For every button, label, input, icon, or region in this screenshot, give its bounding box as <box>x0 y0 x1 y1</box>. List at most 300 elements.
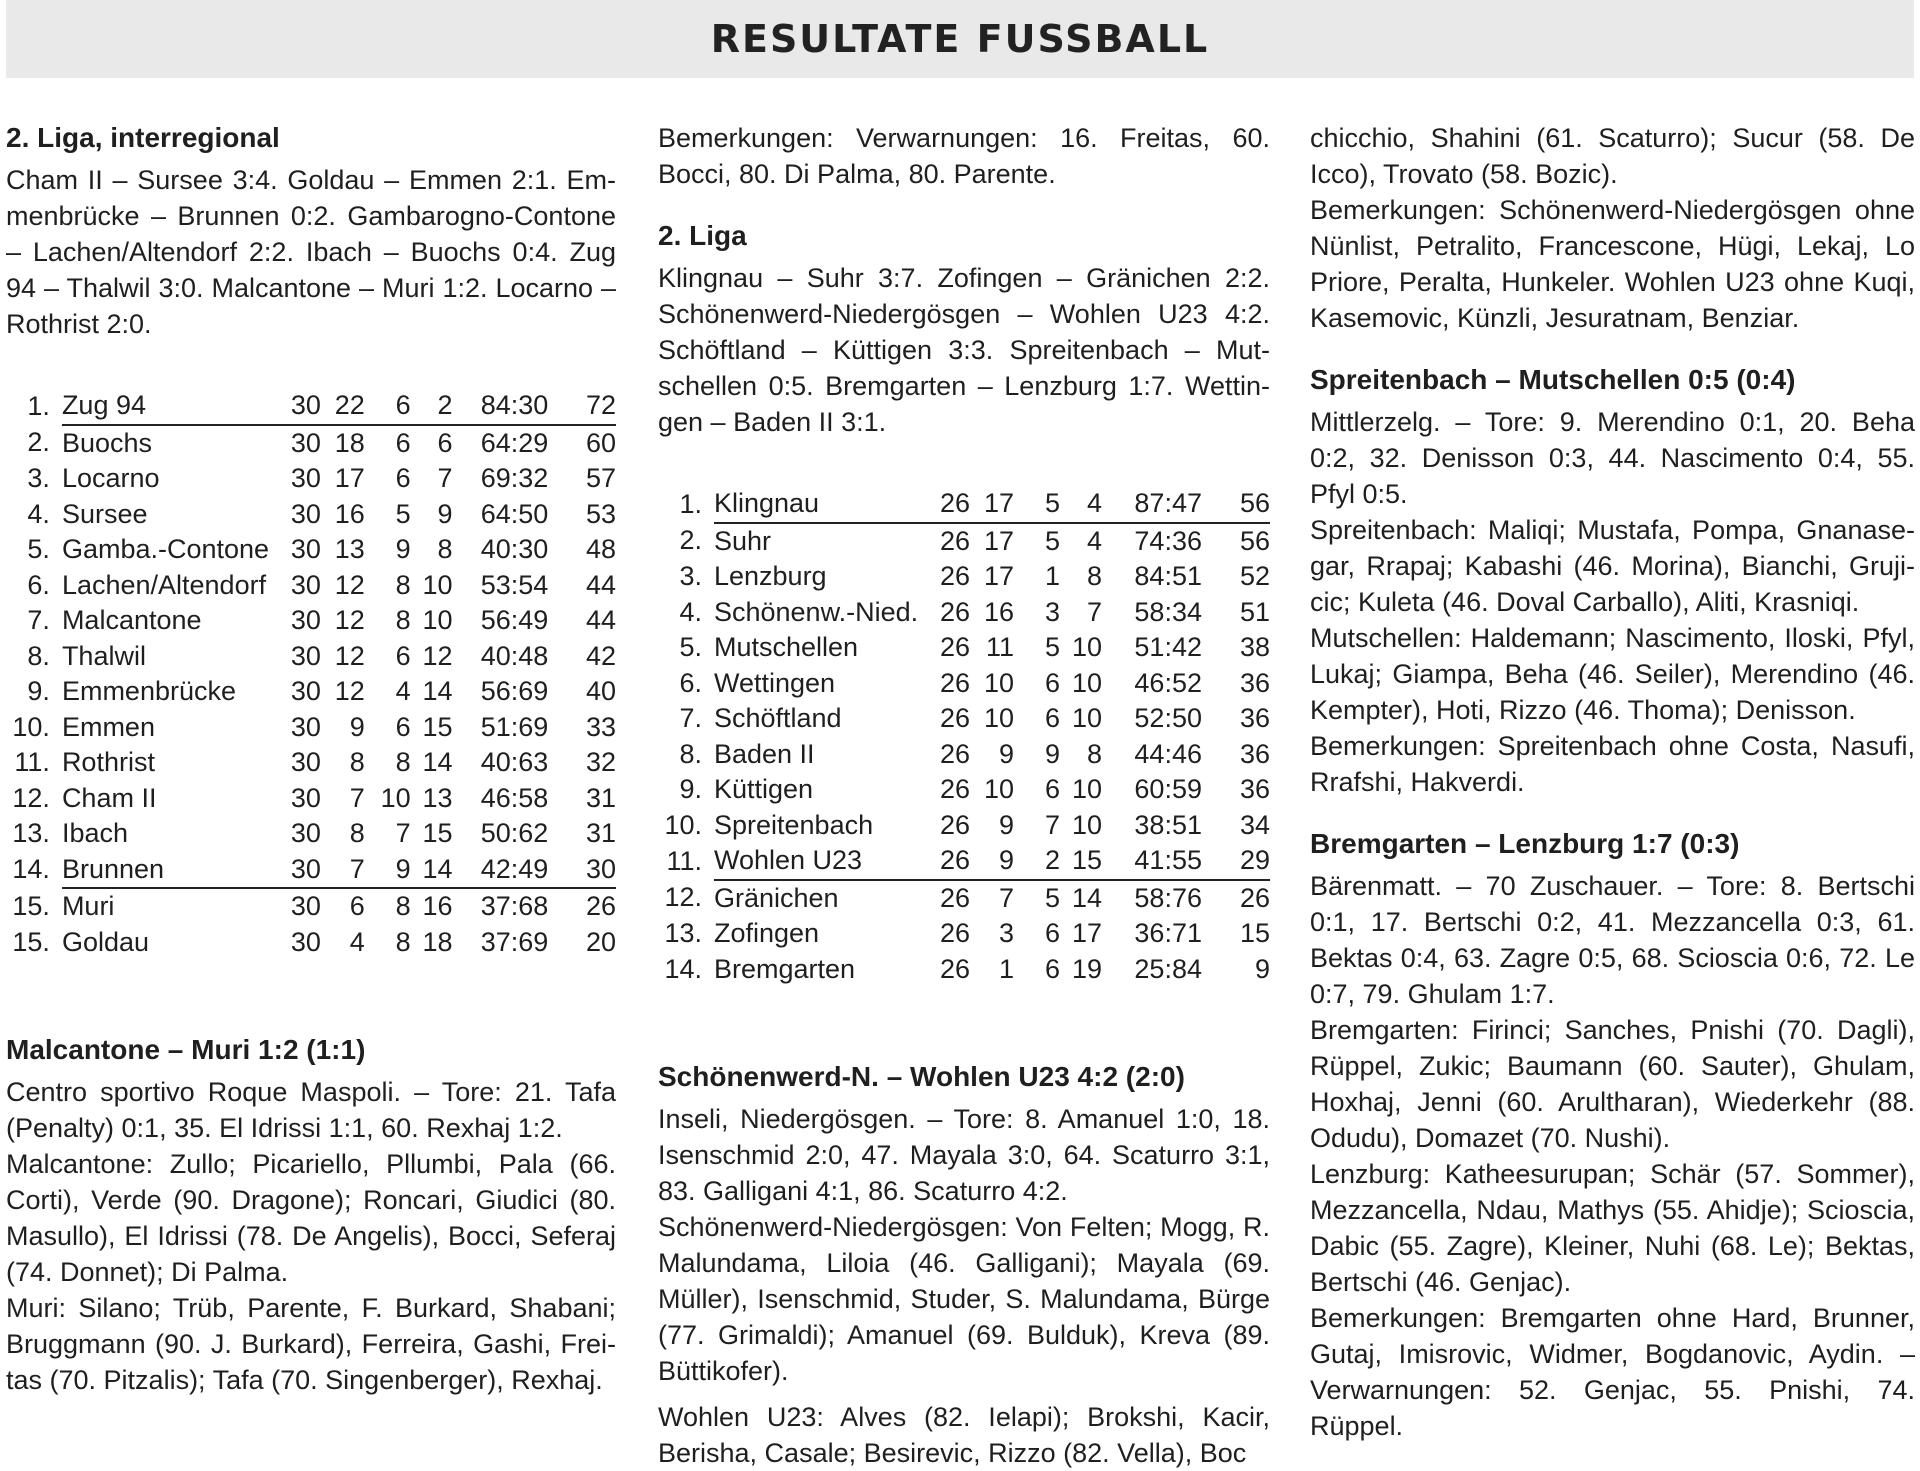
standings-goals: 38:51 <box>1134 809 1202 840</box>
standings-points: 36 <box>1239 667 1270 698</box>
standings-losses: 4 <box>1086 525 1103 556</box>
standings-wins: 17 <box>334 463 365 493</box>
standings-row <box>658 916 1270 952</box>
standings-games: 30 <box>290 891 321 921</box>
standings-points: 33 <box>585 711 616 742</box>
match-lineup-paragraph: chicchio, Shahini (61. Scaturro); Sucur (58. De Icco), Trovato (58. Bozic). <box>1310 123 1915 189</box>
standings-wins: 1 <box>999 953 1015 984</box>
standings-draws: 9 <box>365 852 411 889</box>
standings-wins: 11 <box>986 632 1015 662</box>
standings-games: 30 <box>290 605 321 635</box>
standings-games: 26 <box>940 809 971 840</box>
standings-losses: 17 <box>1071 918 1103 948</box>
standings-losses: 4 <box>1060 486 1102 523</box>
standings-row <box>6 603 616 639</box>
match-lineup-paragraph: Muri: Silano; Trüb, Parente, F. Burkard, Shabani; Bruggmann (90. J. Burkard), Ferreira, Gashi, Freitas (70. Pitzalis); Tafa (70. Singenberger), Rexhaj. <box>6 1293 616 1395</box>
standings-position: 6. <box>679 667 702 698</box>
standings-points: 44 <box>585 569 616 600</box>
standings-points: 36 <box>1239 738 1270 769</box>
standings-draws: 6 <box>395 640 411 671</box>
league-results-interregional: Cham II – Sursee 3:4. Goldau – Emmen 2:1. Emmenbrücke – Brunnen 0:2. Gambarogno-Contone – Lachen/Altendorf 2:2. Ibach – Buochs 0:4. Zug 94 – Thalwil 3:0. Malcantone – Muri 1:2. Locarno – Rothrist 2:0. <box>6 165 616 339</box>
match-title-spreitenbach-mutschellen: Spreitenbach – Mutschellen 0:5 (0:4) <box>1310 364 1796 395</box>
standings-wins: 17 <box>984 561 1015 591</box>
standings-wins: 10 <box>984 703 1015 733</box>
standings-goals: 84:30 <box>453 388 549 425</box>
match-report-paragraph: Mittlerzelg. – Tore: 9. Merendino 0:1, 20. Beha 0:2, 32. Denisson 0:3, 44. Nascimento 0:4, 55. Pfyl 0:5. <box>1310 407 1915 509</box>
standings-row <box>6 745 616 781</box>
standings-draws: 8 <box>395 605 411 635</box>
standings-draws: 9 <box>1045 738 1061 769</box>
standings-wins: 6 <box>349 891 365 921</box>
standings-draws: 6 <box>1045 703 1061 733</box>
standings-draws: 4 <box>395 676 411 706</box>
standings-goals: 60:59 <box>1134 774 1202 804</box>
standings-points: 20 <box>585 926 616 957</box>
standings-games: 26 <box>940 918 971 948</box>
standings-position: 3. <box>679 561 702 591</box>
standings-games: 30 <box>290 747 321 777</box>
standings-draws: 5 <box>1045 525 1061 556</box>
standings-wins: 12 <box>334 569 365 600</box>
column-1 <box>6 120 616 1450</box>
standings-draws: 1 <box>1045 561 1061 591</box>
standings-games: 30 <box>290 640 321 671</box>
standings-losses: 14 <box>422 747 453 777</box>
standings-losses: 10 <box>1071 667 1103 698</box>
standings-points: 15 <box>1239 918 1270 948</box>
standings-team: Baden II <box>713 738 815 769</box>
standings-position: 8. <box>27 640 50 671</box>
match-lineup-paragraph: Wohlen U23: Alves (82. Ielapi); Brokshi, Kacir, Berisha, Casale; Besirevic, Rizzo (82. Vella), Boc <box>658 1402 1270 1468</box>
standings-losses: 14 <box>422 676 453 706</box>
standings-goals: 52:50 <box>1134 703 1202 733</box>
standings-losses: 19 <box>1071 953 1103 984</box>
standings-points: 56 <box>1202 486 1270 523</box>
standings-team: Locarno <box>61 463 160 493</box>
standings-points: 72 <box>548 388 616 425</box>
standings-games: 26 <box>918 843 970 880</box>
standings-row <box>658 595 1270 631</box>
league-title-interregional: 2. Liga, interregional <box>6 122 280 153</box>
standings-team: Bremgarten <box>713 953 856 984</box>
standings-row <box>6 639 616 675</box>
standings-goals: 56:69 <box>480 676 549 706</box>
standings-losses: 10 <box>422 605 453 635</box>
standings-goals: 40:63 <box>480 747 549 777</box>
standings-draws: 5 <box>1045 632 1061 662</box>
standings-table-2-liga <box>658 486 1270 987</box>
standings-games: 30 <box>290 818 321 848</box>
standings-team: Mutschellen <box>713 632 859 662</box>
standings-goals: 64:50 <box>480 498 549 529</box>
match-title-malcantone-muri: Malcantone – Muri 1:2 (1:1) <box>6 1034 366 1065</box>
standings-points: 9 <box>1254 953 1270 984</box>
standings-team: Malcantone <box>61 605 202 635</box>
standings-draws: 5 <box>395 498 411 529</box>
standings-team: Zofingen <box>713 918 820 948</box>
standings-row <box>6 925 616 961</box>
standings-points: 44 <box>585 605 616 635</box>
standings-goals: 51:42 <box>1134 632 1202 662</box>
standings-goals: 25:84 <box>1134 953 1202 984</box>
standings-goals: 46:58 <box>480 782 549 813</box>
standings-row <box>6 532 616 568</box>
standings-position: 7. <box>679 703 702 733</box>
standings-draws: 2 <box>1014 843 1060 880</box>
standings-losses: 9 <box>437 498 453 529</box>
standings-wins: 10 <box>984 667 1015 698</box>
standings-games: 30 <box>290 926 321 957</box>
match-remarks-paragraph: Bemerkungen: Bremgarten ohne Hard, Brunner, Gutaj, Imisrovic, Widmer, Bogdanovic, Aydin. – Verwarnungen: 52. Genjac, 55. Pnishi, 74. Rüppel. <box>1310 1303 1915 1441</box>
standings-position: 2. <box>27 427 50 457</box>
standings-goals: 42:49 <box>453 852 549 889</box>
standings-position: 5. <box>27 534 50 564</box>
match-title-schoenenwerd-wohlen: Schönenwerd-N. – Wohlen U23 4:2 (2:0) <box>658 1061 1185 1092</box>
standings-row <box>6 497 616 533</box>
match-lineup-paragraph: Schönenwerd-Niedergösgen: Von Felten; Mogg, R. Malundama, Liloia (46. Galligani); Mayala (69. Müller), Isenschmid, Studer, S. Malundama, Bürge (77. Grimaldi); Amanuel (69. Bulduk), Kreva (89. Büttikofer). <box>658 1212 1270 1386</box>
standings-points: 36 <box>1239 703 1270 733</box>
standings-position: 1. <box>27 390 50 421</box>
standings-row <box>658 630 1270 666</box>
standings-row <box>6 710 616 746</box>
standings-draws: 5 <box>1045 882 1061 913</box>
standings-points: 34 <box>1239 809 1270 840</box>
standings-goals: 46:52 <box>1134 667 1202 698</box>
standings-team: Ibach <box>61 818 128 848</box>
standings-points: 31 <box>585 782 616 813</box>
standings-losses: 10 <box>1071 632 1103 662</box>
standings-games: 30 <box>290 569 321 600</box>
standings-wins: 12 <box>334 676 365 706</box>
standings-wins: 3 <box>999 918 1015 948</box>
standings-position: 4. <box>27 498 50 529</box>
standings-losses: 2 <box>411 388 453 425</box>
standings-losses: 6 <box>437 427 453 458</box>
standings-losses: 15 <box>422 818 453 848</box>
standings-position: 7. <box>27 605 50 635</box>
standings-points: 53 <box>585 498 616 529</box>
standings-position: 4. <box>679 596 702 627</box>
standings-points: 38 <box>1239 632 1270 662</box>
standings-team: Spreitenbach <box>713 809 874 840</box>
standings-team: Brunnen <box>62 852 269 889</box>
standings-goals: 44:46 <box>1134 738 1202 769</box>
standings-row <box>658 559 1270 595</box>
match-title-bremgarten-lenzburg: Bremgarten – Lenzburg 1:7 (0:3) <box>1310 828 1740 859</box>
standings-games: 26 <box>940 882 971 913</box>
standings-draws: 8 <box>395 747 411 777</box>
standings-points: 48 <box>585 534 616 564</box>
standings-row <box>658 486 1270 523</box>
standings-losses: 10 <box>1071 774 1103 804</box>
standings-position: 11. <box>666 845 702 876</box>
match-report-paragraph: Bärenmatt. – 70 Zuschauer. – Tore: 8. Bertschi 0:1, 17. Bertschi 0:2, 41. Mezzancella 0:3, 61. Bektas 0:4, 63. Zagre 0:5, 68. Scioscia 0:6, 72. Le 0:7, 79. Ghulam 1:7. <box>1310 871 1915 1009</box>
league-results-2-liga: Klingnau – Suhr 3:7. Zofingen – Gränichen 2:2. Schönenwerd-Niedergösgen – Wohlen U23 4:2. Schöftland – Küttigen 3:3. Spreitenbach – Mutschellen 0:5. Bremgarten – Lenzburg 1:7. Wettingen – Baden II 3:1. <box>658 263 1270 437</box>
standings-position: 2. <box>679 525 702 555</box>
standings-team: Suhr <box>713 525 772 556</box>
standings-goals: 74:36 <box>1134 525 1202 556</box>
standings-losses: 8 <box>437 534 453 564</box>
standings-points: 60 <box>585 427 616 458</box>
standings-position: 8. <box>679 738 702 769</box>
standings-position: 9. <box>27 676 50 706</box>
standings-points: 40 <box>585 676 616 706</box>
standings-points: 56 <box>1239 525 1270 556</box>
match-lineup-paragraph: Mutschellen: Haldemann; Nascimento, Iloski, Pfyl, Lukaj; Giampa, Beha (46. Seiler), Merendino (46. Kempter), Hoti, Rizzo (46. Thoma); Denisson. <box>1310 623 1915 725</box>
standings-wins: 12 <box>334 605 365 635</box>
standings-team: Lachen/Altendorf <box>61 569 267 600</box>
column-3 <box>1310 120 1915 1450</box>
standings-row <box>658 843 1270 880</box>
standings-position: 6. <box>27 569 50 600</box>
standings-row <box>658 772 1270 808</box>
standings-row <box>6 568 616 604</box>
standings-losses: 10 <box>422 569 453 600</box>
standings-draws: 7 <box>395 818 411 848</box>
standings-position: 3. <box>27 463 50 493</box>
standings-losses: 7 <box>1086 596 1103 627</box>
standings-points: 36 <box>1239 774 1270 804</box>
standings-games: 30 <box>290 782 321 813</box>
standings-team: Muri <box>61 891 115 921</box>
standings-draws: 6 <box>395 463 411 493</box>
standings-team: Buochs <box>61 427 152 458</box>
standings-row <box>6 781 616 817</box>
standings-losses: 15 <box>1060 843 1102 880</box>
standings-draws: 10 <box>380 782 411 813</box>
standings-wins: 22 <box>321 388 365 425</box>
standings-losses: 8 <box>1086 561 1103 591</box>
standings-wins: 13 <box>334 534 365 564</box>
standings-wins: 4 <box>349 926 365 957</box>
standings-goals: 40:48 <box>480 640 549 671</box>
league-title-2-liga: 2. Liga <box>658 220 747 251</box>
standings-goals: 69:32 <box>480 463 549 493</box>
standings-position: 14. <box>664 953 702 984</box>
standings-games: 26 <box>940 738 971 769</box>
standings-points: 26 <box>585 891 616 921</box>
standings-games: 26 <box>940 561 971 591</box>
standings-wins: 7 <box>349 782 365 813</box>
standings-games: 30 <box>290 463 321 493</box>
match-lineup-paragraph: Malcantone: Zullo; Picariello, Pllumbi, Pala (66. Corti), Verde (90. Dragone); Roncari, Giudici (80. Masullo), El Idrissi (78. De Angelis), Bocci, Seferaj (74. Donnet); Di Palma. <box>6 1149 616 1287</box>
standings-wins: 9 <box>999 809 1015 840</box>
standings-row <box>6 816 616 852</box>
standings-draws: 6 <box>1045 667 1061 698</box>
standings-points: 26 <box>1239 882 1270 913</box>
standings-table-interregional <box>6 388 616 960</box>
standings-losses: 8 <box>1086 738 1103 769</box>
standings-losses: 13 <box>422 782 453 813</box>
standings-losses: 15 <box>422 711 453 742</box>
standings-wins: 7 <box>999 882 1015 913</box>
standings-games: 30 <box>290 711 321 742</box>
standings-losses: 18 <box>422 926 453 957</box>
standings-row <box>6 425 616 462</box>
standings-goals: 41:55 <box>1102 843 1202 880</box>
match-report-paragraph: Inseli, Niedergösgen. – Tore: 8. Amanuel 1:0, 18. Isenschmid 2:0, 47. Mayala 3:0, 64. Scaturro 3:1, 83. Galligani 4:1, 86. Scaturro 4:2. <box>658 1104 1270 1206</box>
standings-row <box>658 666 1270 702</box>
standings-goals: 50:62 <box>480 818 549 848</box>
standings-team: Gränichen <box>713 882 839 913</box>
standings-wins: 18 <box>334 427 365 458</box>
standings-goals: 51:69 <box>480 711 549 742</box>
standings-wins: 8 <box>349 818 365 848</box>
page-header <box>6 0 1914 78</box>
standings-goals: 56:49 <box>480 605 549 635</box>
standings-goals: 53:54 <box>480 569 549 600</box>
standings-draws: 5 <box>1014 486 1060 523</box>
standings-position: 1. <box>679 488 702 519</box>
standings-team: Rothrist <box>61 747 155 777</box>
standings-row <box>658 701 1270 737</box>
standings-games: 30 <box>290 534 321 564</box>
standings-wins: 9 <box>999 738 1015 769</box>
standings-team: Schönenw.-Nied. <box>713 596 919 627</box>
standings-wins: 16 <box>334 498 365 529</box>
standings-wins: 12 <box>334 640 365 671</box>
standings-draws: 8 <box>395 926 411 957</box>
match-remarks-paragraph: Bemerkungen: Spreitenbach ohne Costa, Nasufi, Rrafshi, Hakverdi. <box>1310 731 1915 797</box>
standings-draws: 6 <box>395 711 411 742</box>
standings-draws: 6 <box>1045 774 1061 804</box>
standings-losses: 16 <box>422 891 453 921</box>
standings-position: 12. <box>12 782 50 813</box>
standings-row <box>6 388 616 425</box>
standings-position: 13. <box>664 918 702 948</box>
standings-losses: 14 <box>1071 882 1103 913</box>
standings-row <box>658 952 1270 988</box>
standings-wins: 17 <box>970 486 1014 523</box>
standings-losses: 14 <box>411 852 453 889</box>
standings-points: 42 <box>585 640 616 671</box>
standings-team: Cham II <box>61 782 157 813</box>
standings-games: 26 <box>940 703 971 733</box>
standings-row <box>6 852 616 889</box>
standings-points: 31 <box>585 818 616 848</box>
standings-row <box>6 674 616 710</box>
standings-games: 26 <box>940 774 971 804</box>
column-2 <box>658 120 1270 1468</box>
standings-team: Zug 94 <box>62 388 269 425</box>
standings-position: 12. <box>664 882 702 912</box>
standings-team: Küttigen <box>713 774 814 804</box>
standings-team: Klingnau <box>714 486 918 523</box>
standings-position: 14. <box>12 854 50 884</box>
standings-games: 26 <box>940 596 971 627</box>
standings-losses: 12 <box>422 640 453 671</box>
match-lineup-paragraph: Spreitenbach: Maliqi; Mustafa, Pompa, Gnanasegar, Rrapaj; Kabashi (46. Morina), Bianchi, Grujicic; Kuleta (46. Doval Carballo), Aliti, Krasniqi. <box>1310 515 1915 617</box>
standings-goals: 40:30 <box>480 534 549 564</box>
standings-wins: 9 <box>349 711 365 742</box>
standings-row <box>658 880 1270 917</box>
standings-position: 9. <box>679 774 702 804</box>
standings-team: Sursee <box>61 498 148 529</box>
standings-games: 26 <box>940 667 971 698</box>
standings-row <box>6 888 616 925</box>
standings-losses: 7 <box>437 463 453 493</box>
standings-position: 15. <box>12 926 50 957</box>
standings-team: Emmen <box>61 711 155 742</box>
standings-wins: 8 <box>349 747 365 777</box>
standings-games: 30 <box>290 676 321 706</box>
standings-team: Wettingen <box>713 667 836 698</box>
match-remarks-paragraph: Bemerkungen: Schönenwerd-Niedergösgen ohne Nünlist, Petralito, Francescone, Hügi, Lekaj, Lo Priore, Peralta, Hunkeler. Wohlen U23 ohne Kuqi, Kasemovic, Künzli, Jesuratnam, Benziar. <box>1310 195 1915 333</box>
standings-wins: 10 <box>984 774 1015 804</box>
standings-points: 52 <box>1239 561 1270 591</box>
standings-wins: 17 <box>984 525 1015 556</box>
standings-team: Wohlen U23 <box>714 843 918 880</box>
match-remarks-paragraph: Bemerkungen: Verwarnungen: 16. Freitas, 60. Bocci, 80. Di Palma, 80. Parente. <box>658 123 1270 189</box>
standings-draws: 7 <box>1045 809 1061 840</box>
match-lineup-paragraph: Lenzburg: Katheesurupan; Schär (57. Sommer), Mezzancella, Ndau, Mathys (55. Ahidje); Scioscia, Dabic (55. Zagre), Kleiner, Nuhi (68. Le); Bektas, Bertschi (46. Genjac). <box>1310 1159 1915 1297</box>
match-lineup-paragraph: Bremgarten: Firinci; Sanches, Pnishi (70. Dagli), Rüppel, Zukic; Baumann (60. Sauter), Ghulam, Hoxhaj, Jenni (60. Arultharan), Wiederkehr (88. Odudu), Domazet (70. Nushi). <box>1310 1015 1915 1153</box>
standings-games: 26 <box>940 525 971 556</box>
standings-position: 10. <box>12 711 50 742</box>
standings-team: Lenzburg <box>713 561 827 591</box>
standings-games: 26 <box>940 953 971 984</box>
standings-games: 26 <box>940 632 971 662</box>
standings-position: 10. <box>664 809 702 840</box>
standings-draws: 8 <box>395 569 411 600</box>
standings-wins: 16 <box>984 596 1015 627</box>
standings-team: Schöftland <box>713 703 842 733</box>
standings-wins: 9 <box>970 843 1014 880</box>
standings-points: 29 <box>1202 843 1270 880</box>
standings-row <box>658 737 1270 773</box>
standings-points: 51 <box>1239 596 1270 627</box>
standings-games: 30 <box>269 388 321 425</box>
standings-wins: 7 <box>321 852 365 889</box>
standings-row <box>6 461 616 497</box>
standings-draws: 6 <box>1045 918 1061 948</box>
page-title: RESULTATE FUSSBALL <box>710 17 1210 61</box>
standings-games: 30 <box>290 427 321 458</box>
standings-row <box>658 808 1270 844</box>
standings-position: 11. <box>14 747 50 777</box>
standings-points: 32 <box>585 747 616 777</box>
standings-games: 30 <box>290 498 321 529</box>
standings-draws: 6 <box>1045 953 1061 984</box>
standings-goals: 87:47 <box>1102 486 1202 523</box>
standings-losses: 10 <box>1071 703 1103 733</box>
standings-points: 57 <box>585 463 616 493</box>
standings-draws: 6 <box>395 427 411 458</box>
standings-team: Thalwil <box>61 640 146 671</box>
standings-team: Goldau <box>61 926 150 957</box>
standings-position: 13. <box>12 818 50 848</box>
standings-position: 5. <box>679 632 702 662</box>
standings-row <box>658 523 1270 560</box>
standings-losses: 10 <box>1071 809 1103 840</box>
standings-goals: 84:51 <box>1134 561 1202 591</box>
standings-games: 30 <box>269 852 321 889</box>
standings-goals: 37:68 <box>480 891 549 921</box>
standings-position: 15. <box>12 890 50 921</box>
standings-draws: 8 <box>395 891 411 921</box>
standings-draws: 3 <box>1045 596 1061 627</box>
standings-points: 30 <box>548 852 616 889</box>
standings-team: Gamba.-Contone <box>61 534 270 564</box>
standings-goals: 58:34 <box>1134 596 1202 627</box>
standings-team: Emmenbrücke <box>61 676 237 706</box>
standings-goals: 36:71 <box>1134 918 1202 948</box>
standings-games: 26 <box>918 486 970 523</box>
standings-draws: 9 <box>395 534 411 564</box>
standings-goals: 64:29 <box>480 427 549 458</box>
standings-goals: 37:69 <box>480 926 549 957</box>
standings-goals: 58:76 <box>1134 882 1202 913</box>
